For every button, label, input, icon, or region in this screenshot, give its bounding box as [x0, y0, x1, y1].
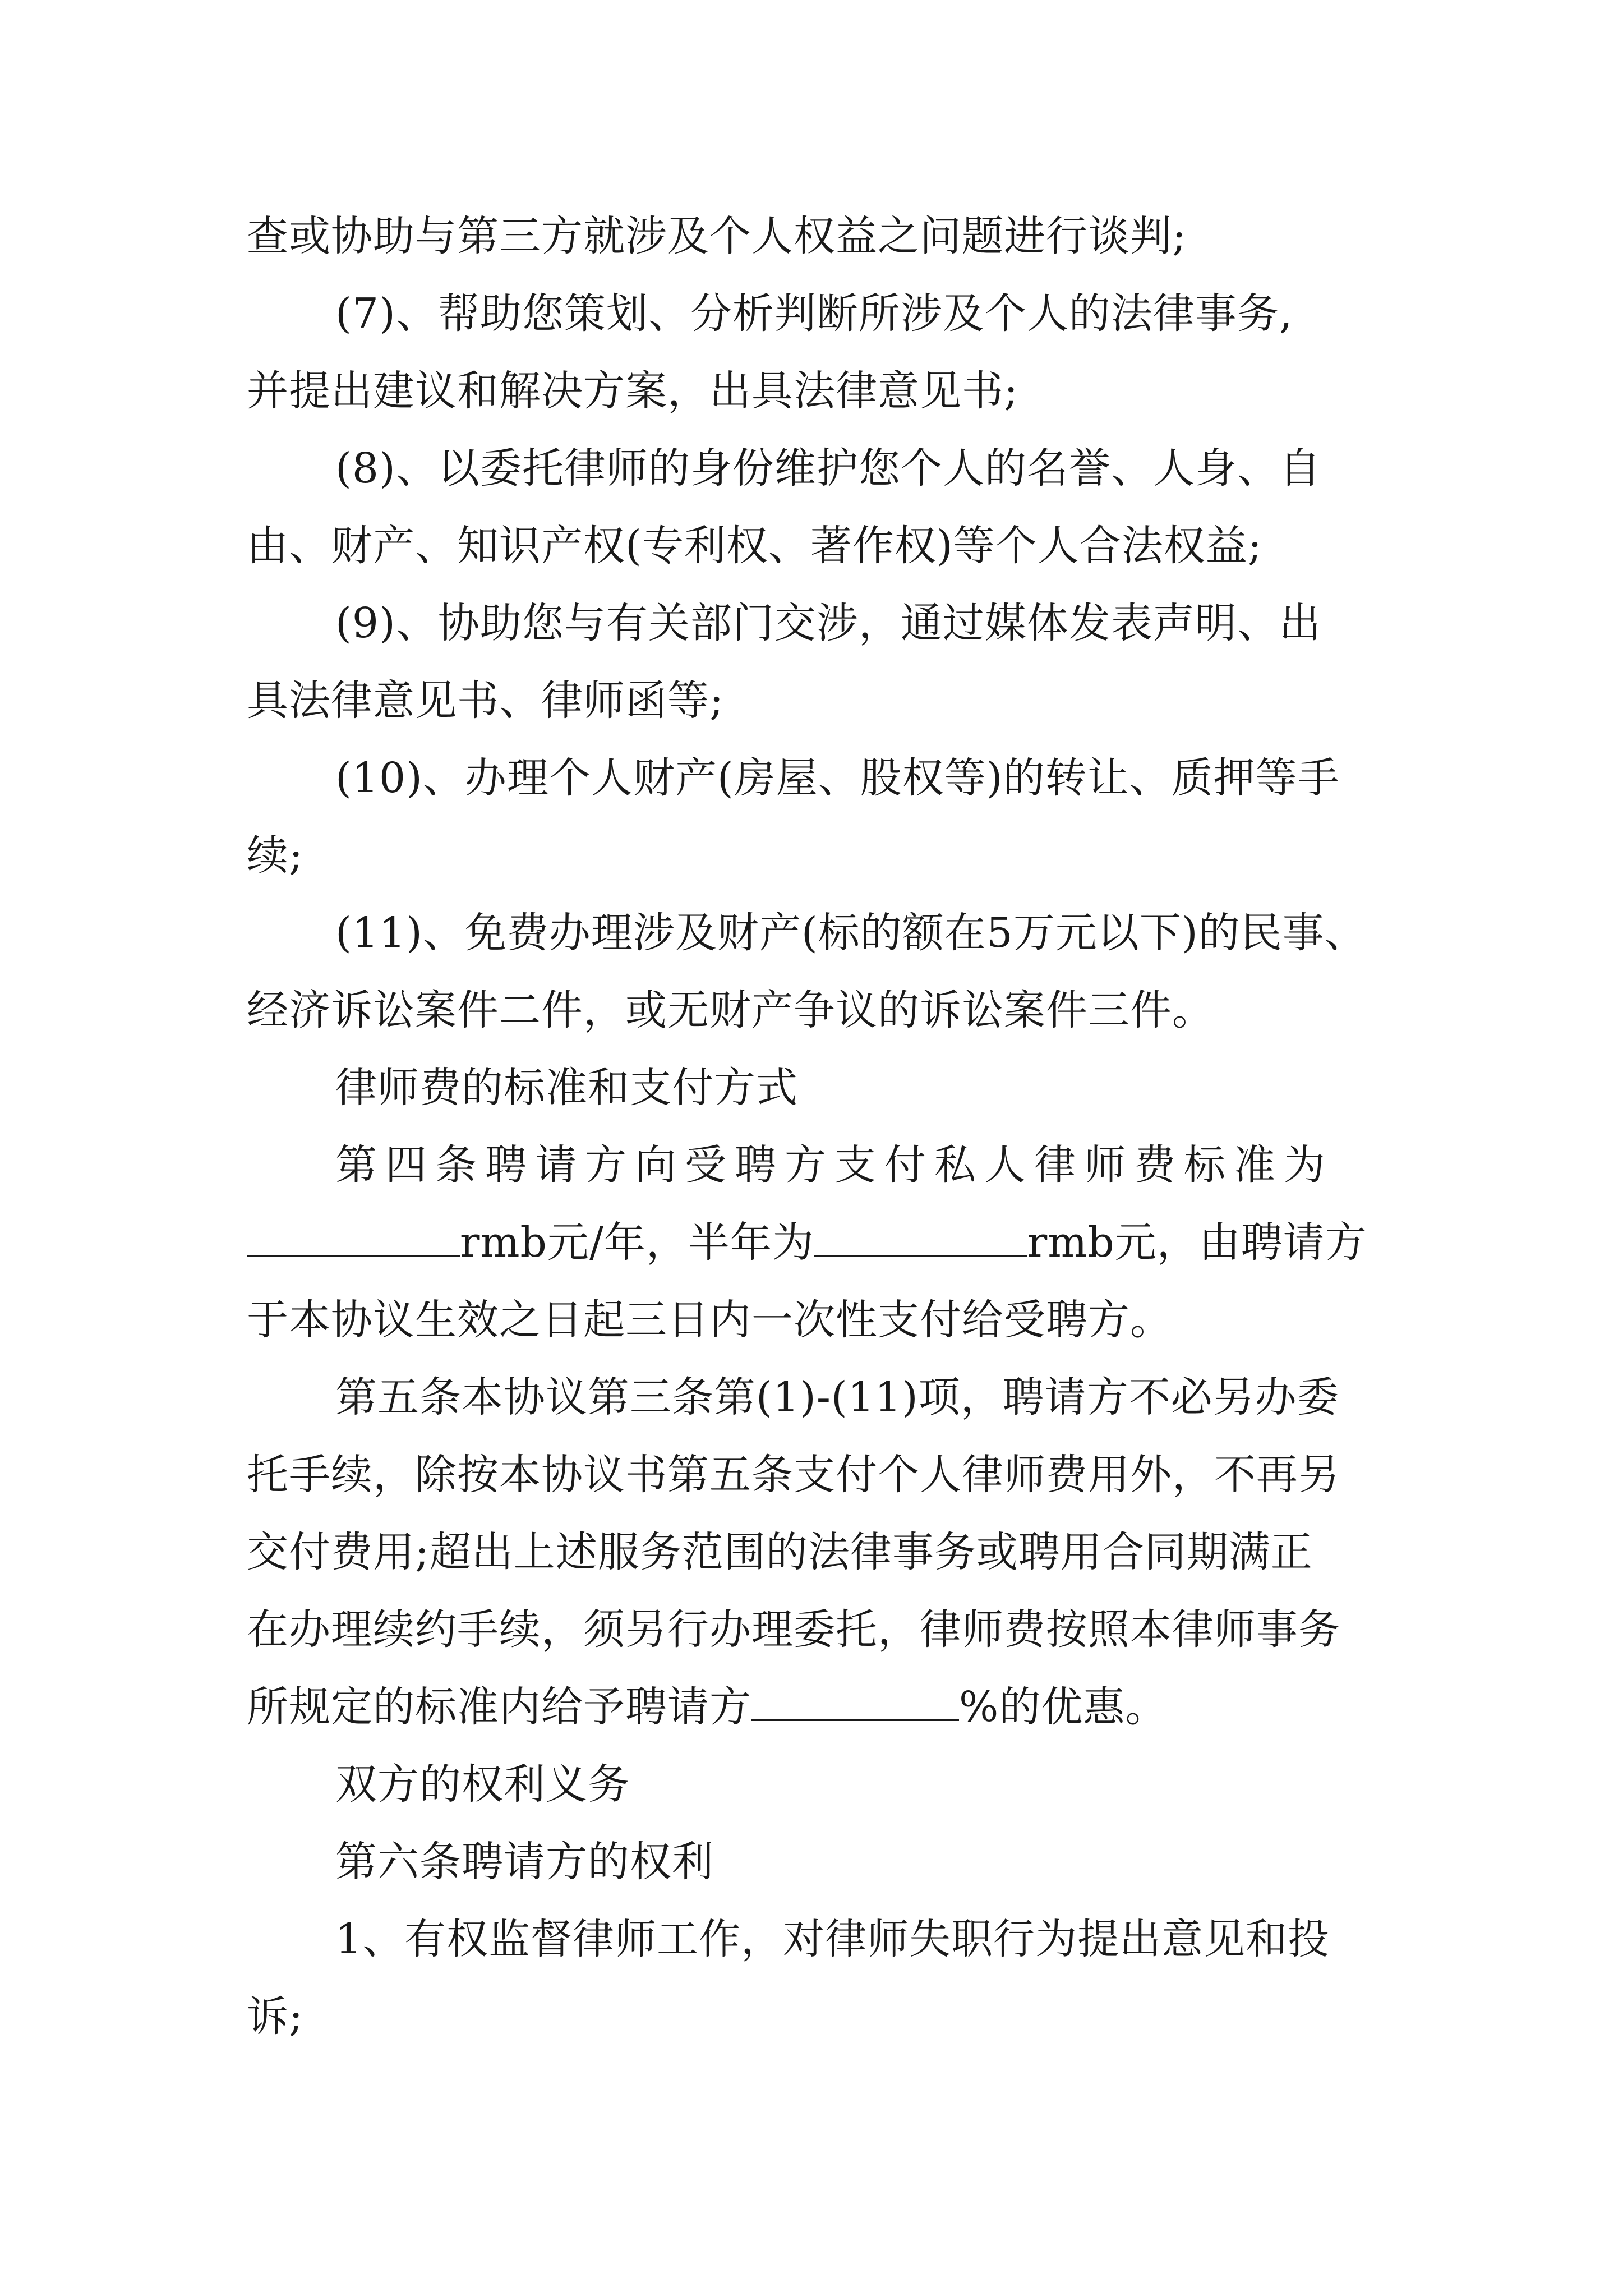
clause-11-line-2: 经济诉讼案件二件，或无财产争议的诉讼案件三件。	[247, 986, 1214, 1034]
article-6-heading: 第六条聘请方的权利	[335, 1838, 714, 1886]
article-6-item-1-line-1: 1、有权监督律师工作，对律师失职行为提出意见和投	[335, 1915, 1330, 1963]
clause-9-line-1: (9)、协助您与有关部门交涉，通过媒体发表声明、出	[335, 599, 1321, 647]
article-4-text-b: rmb元，由聘请方	[1027, 1218, 1367, 1267]
fee-half-year-blank	[814, 1219, 1027, 1257]
article-5-line-1: 第五条本协议第三条第(1)-(11)项，聘请方不必另办委	[335, 1373, 1339, 1421]
article-5-line-5	[247, 1668, 1385, 1746]
article-4-line-3: 于本协议生效之日起三日内一次性支付给受聘方。	[247, 1296, 1172, 1344]
article-4-line-2	[247, 1204, 1385, 1281]
article-5-line-3: 交付费用;超出上述服务范围的法律事务或聘用合同期满正	[247, 1528, 1313, 1576]
clause-8-line-2: 由、财产、知识产权(专利权、著作权)等个人合法权益;	[247, 522, 1262, 570]
clause-8-line-1: (8)、以委托律师的身份维护您个人的名誉、人身、自	[335, 444, 1321, 493]
section-heading-fees: 律师费的标准和支付方式	[335, 1064, 798, 1112]
clause-11-line-1: (11)、免费办理涉及财产(标的额在5万元以下)的民事、	[335, 909, 1367, 957]
article-5-line-2: 托手续，除按本协议书第五条支付个人律师费用外，不再另	[247, 1451, 1340, 1499]
article-4-line-1: 第四条聘请方向受聘方支付私人律师费标准为	[335, 1141, 1334, 1189]
article-4-text-a: rmb元/年，半年为	[460, 1218, 814, 1267]
clause-7-line-2: 并提出建议和解决方案，出具法律意见书;	[247, 367, 1018, 415]
article-5-text-a: 所规定的标准内给予聘请方	[247, 1683, 751, 1731]
article-5-text-b: %的优惠。	[959, 1683, 1168, 1731]
text-line: 查或协助与第三方就涉及个人权益之问题进行谈判;	[247, 212, 1187, 260]
document-body	[247, 197, 1385, 2055]
discount-blank	[751, 1683, 959, 1721]
clause-10-line-1: (10)、办理个人财产(房屋、股权等)的转让、质押等手	[335, 754, 1340, 802]
clause-7-line-1: (7)、帮助您策划、分析判断所涉及个人的法律事务,	[335, 289, 1293, 338]
clause-10-line-2: 续;	[247, 831, 303, 880]
article-6-item-1-line-2: 诉;	[247, 1993, 303, 2041]
clause-9-line-2: 具法律意见书、律师函等;	[247, 677, 724, 725]
section-heading-rights: 双方的权利义务	[335, 1760, 630, 1809]
article-5-line-4: 在办理续约手续，须另行办理委托，律师费按照本律师事务	[247, 1605, 1340, 1654]
fee-annual-blank	[247, 1219, 460, 1257]
